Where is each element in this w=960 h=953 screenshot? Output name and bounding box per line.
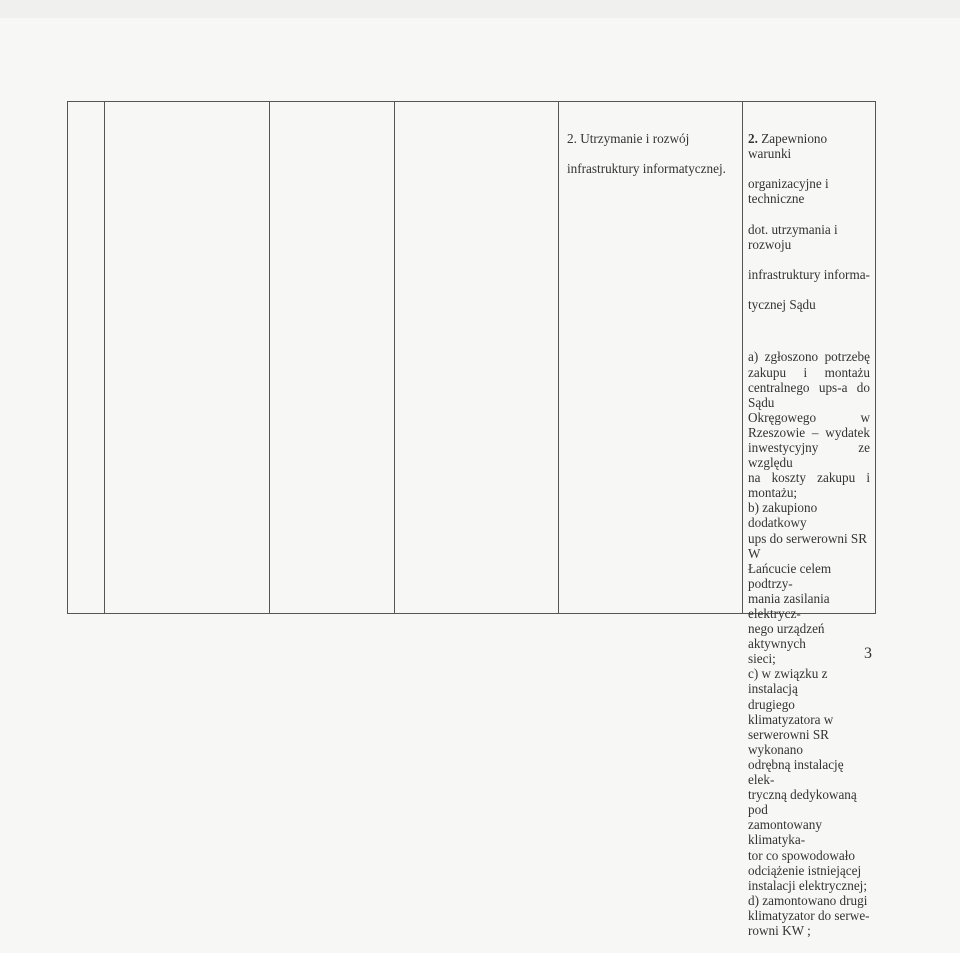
body-line: Łańcucie celem podtrzy-: [748, 560, 832, 591]
body-line: serwerowni SR wykonano: [748, 726, 829, 757]
body-line: zamontowany klimatyka-: [748, 817, 822, 848]
body-line: mania zasilania elektrycz-: [748, 590, 830, 621]
heading-text: Zapewniono warunki: [748, 131, 828, 162]
heading-number: 2.: [748, 131, 758, 147]
body-line: nego urządzeń aktywnych: [748, 621, 825, 652]
page-top-band: [0, 0, 960, 18]
paragraph-gap: [748, 327, 870, 334]
body-line: tryczną dedykowaną pod: [748, 787, 857, 818]
body-line: Okręgowego w: [748, 409, 870, 425]
body-line: tor co spowodowało: [748, 847, 855, 863]
realization-body: [748, 349, 870, 938]
body-line: b) zakupiono dodatkowy: [748, 500, 818, 531]
body-line: Rzeszowie – wydatek: [748, 424, 870, 440]
heading-line: infrastruktury informa-: [748, 266, 870, 282]
column-divider-4: [558, 102, 559, 613]
column-divider-2: [269, 102, 270, 613]
body-line: odrębną instalację elek-: [748, 756, 844, 788]
column-divider-1: [104, 102, 105, 613]
heading-line: organizacyjne i techniczne: [748, 176, 829, 207]
page-number: 3: [864, 645, 872, 662]
heading-line: tycznej Sądu: [748, 297, 816, 313]
body-line: c) w związku z instalacją: [748, 666, 828, 697]
body-line: zakupu i montażu: [748, 364, 870, 380]
body-line: na koszty zakupu i: [748, 470, 870, 486]
body-line: montażu;: [748, 485, 798, 501]
cell-realization: [748, 116, 870, 953]
body-line: d) zamontowano drugi: [748, 892, 868, 908]
report-table: [67, 101, 876, 938]
body-line: instalacji elektrycznej;: [748, 877, 867, 893]
body-line: drugiego klimatyzatora w: [748, 696, 834, 727]
cell-task-name: [567, 116, 727, 191]
body-line: ups do serwerowni SR W: [748, 530, 868, 561]
task-line: 2. Utrzymanie i rozwój: [567, 131, 690, 147]
body-line: odciążenie istniejącej: [748, 862, 862, 878]
column-divider-3: [394, 102, 395, 613]
column-divider-5: [742, 102, 743, 613]
body-line: rowni KW ;: [748, 922, 811, 938]
heading-line: dot. utrzymania i rozwoju: [748, 221, 838, 252]
body-line: a) zgłoszono potrzebę: [748, 349, 870, 365]
body-line: centralnego ups-a do Sądu: [748, 379, 870, 410]
body-line: inwestycyjny ze względu: [748, 439, 870, 471]
realization-heading: [748, 131, 870, 161]
task-line: infrastruktury informatycznej.: [567, 161, 726, 177]
body-line: sieci;: [748, 651, 776, 667]
body-line: klimatyzator do serwe-: [748, 907, 870, 923]
